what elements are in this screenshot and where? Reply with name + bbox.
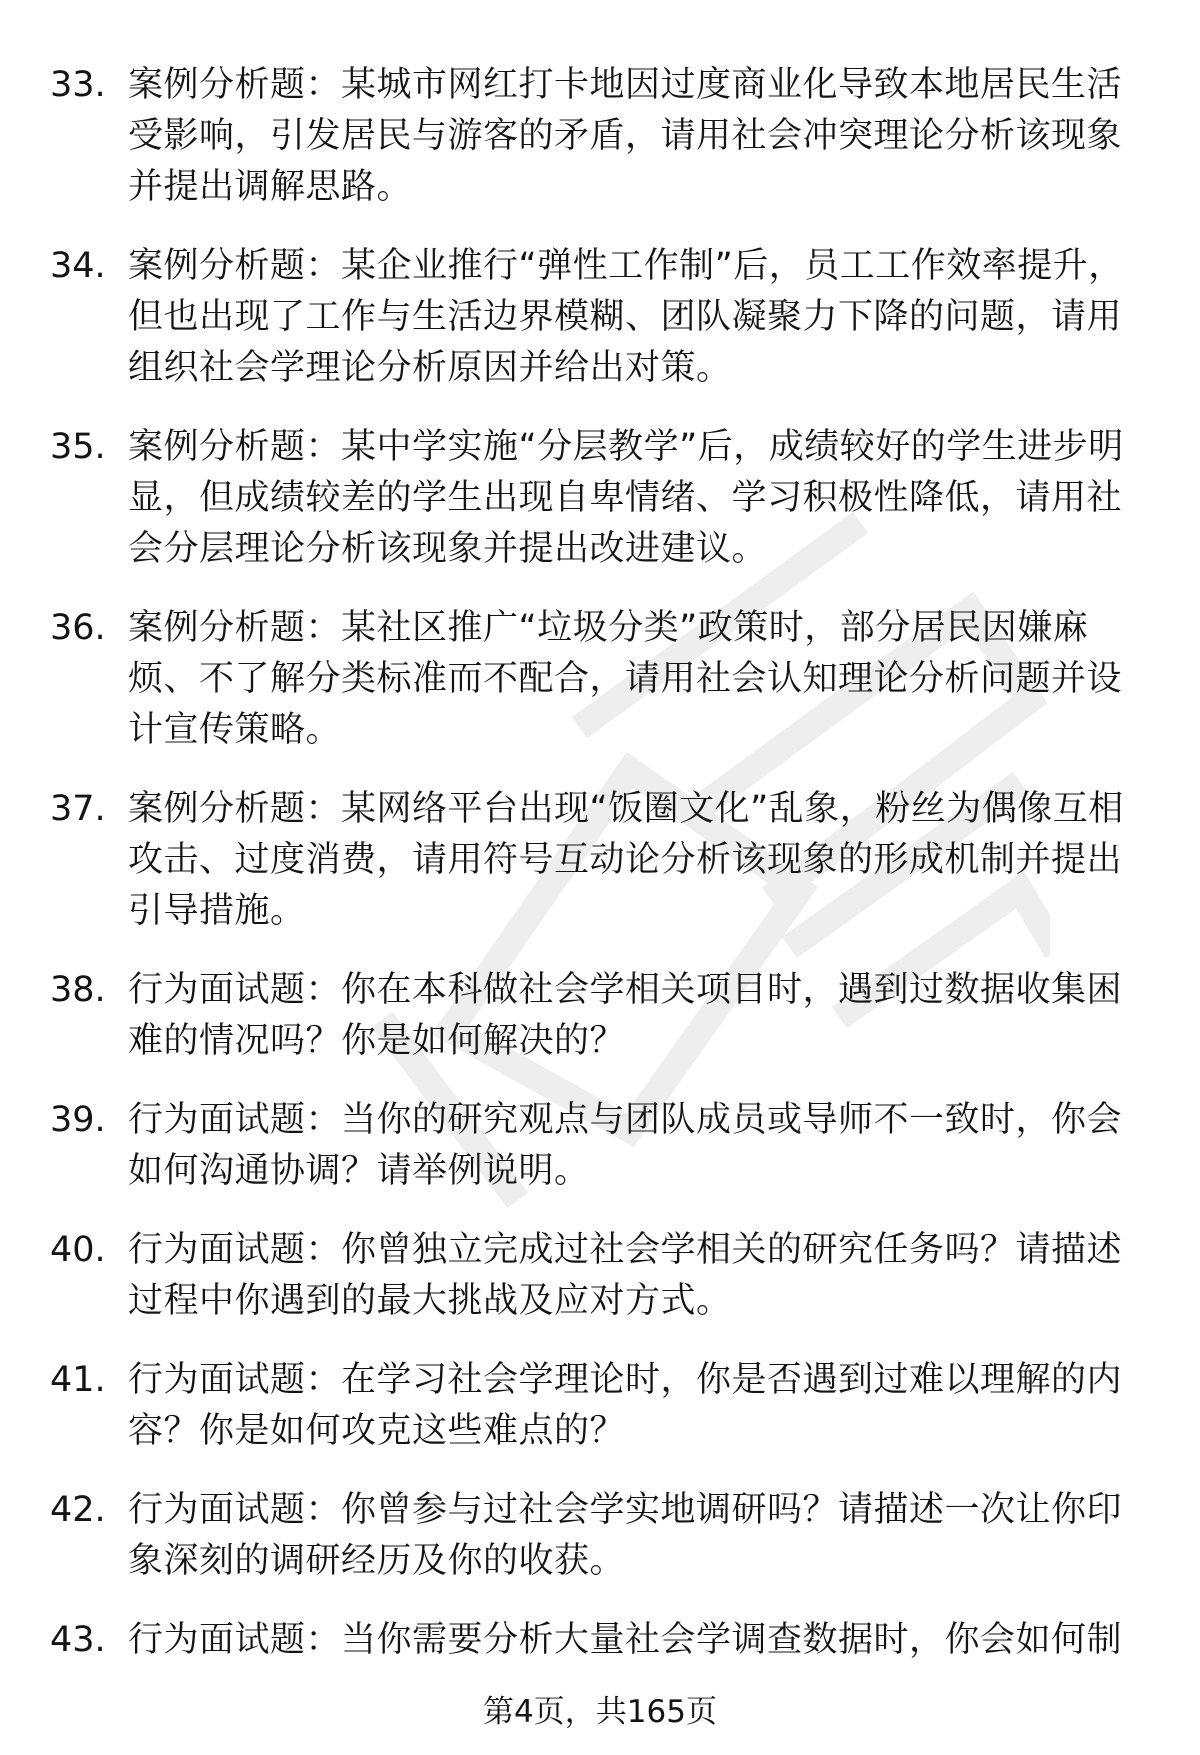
question-number: 39. — [50, 1100, 106, 1140]
question-item — [50, 60, 1140, 213]
question-text: 案例分析题：某中学实施“分层教学”后，成绩较好的学生进步明显，但成绩较差的学生出现自卑情绪、学习积极性降低，请用社会分层理论分析该现象并提出改进建议。 — [128, 427, 1124, 569]
question-text: 行为面试题：你曾参与过社会学实地调研吗？请描述一次让你印象深刻的调研经历及你的收获。 — [128, 1490, 1123, 1581]
question-number: 43. — [50, 1620, 106, 1660]
question-item — [50, 1095, 1140, 1197]
question-number: 36. — [50, 608, 106, 648]
question-number: 38. — [50, 970, 106, 1010]
question-number: 34. — [50, 246, 106, 286]
question-text: 案例分析题：某网络平台出现“饭圈文化”乱象，粉丝为偶像互相攻击、过度消费，请用符号互动论分析该现象的形成机制并提出引导措施。 — [128, 789, 1124, 931]
question-text: 行为面试题：你曾独立完成过社会学相关的研究任务吗？请描述过程中你遇到的最大挑战及应对方式。 — [128, 1230, 1123, 1321]
question-text: 行为面试题：当你需要分析大量社会学调查数据时，你会如何制 — [128, 1620, 1123, 1660]
question-text: 行为面试题：在学习社会学理论时，你是否遇到过难以理解的内容？你是如何攻克这些难点的？ — [128, 1360, 1123, 1451]
question-number: 33. — [50, 65, 106, 105]
question-list — [50, 60, 1140, 1694]
question-number: 40. — [50, 1230, 106, 1270]
question-item — [50, 1225, 1140, 1327]
question-item — [50, 1615, 1140, 1666]
question-text: 行为面试题：当你的研究观点与团队成员或导师不一致时，你会如何沟通协调？请举例说明。 — [128, 1100, 1123, 1191]
question-item — [50, 603, 1140, 756]
question-item — [50, 422, 1140, 575]
page-number-footer: 第4页，共165页 — [483, 1694, 717, 1730]
question-number: 42. — [50, 1490, 106, 1530]
question-text: 案例分析题：某社区推广“垃圾分类”政策时，部分居民因嫌麻烦、不了解分类标准而不配合，请用社会认知理论分析问题并设计宣传策略。 — [128, 608, 1123, 750]
question-text: 案例分析题：某企业推行“弹性工作制”后，员工工作效率提升，但也出现了工作与生活边界模糊、团队凝聚力下降的问题，请用组织社会学理论分析原因并给出对策。 — [128, 246, 1124, 388]
question-item — [50, 1485, 1140, 1587]
question-number: 37. — [50, 789, 106, 829]
question-item — [50, 241, 1140, 394]
question-text: 行为面试题：你在本科做社会学相关项目时，遇到过数据收集困难的情况吗？你是如何解决的？ — [128, 970, 1123, 1061]
question-item — [50, 1355, 1140, 1457]
question-item — [50, 965, 1140, 1067]
question-text: 案例分析题：某城市网红打卡地因过度商业化导致本地居民生活受影响，引发居民与游客的矛盾，请用社会冲突理论分析该现象并提出调解思路。 — [128, 65, 1123, 207]
question-item — [50, 784, 1140, 937]
question-number: 41. — [50, 1360, 106, 1400]
question-number: 35. — [50, 427, 106, 467]
